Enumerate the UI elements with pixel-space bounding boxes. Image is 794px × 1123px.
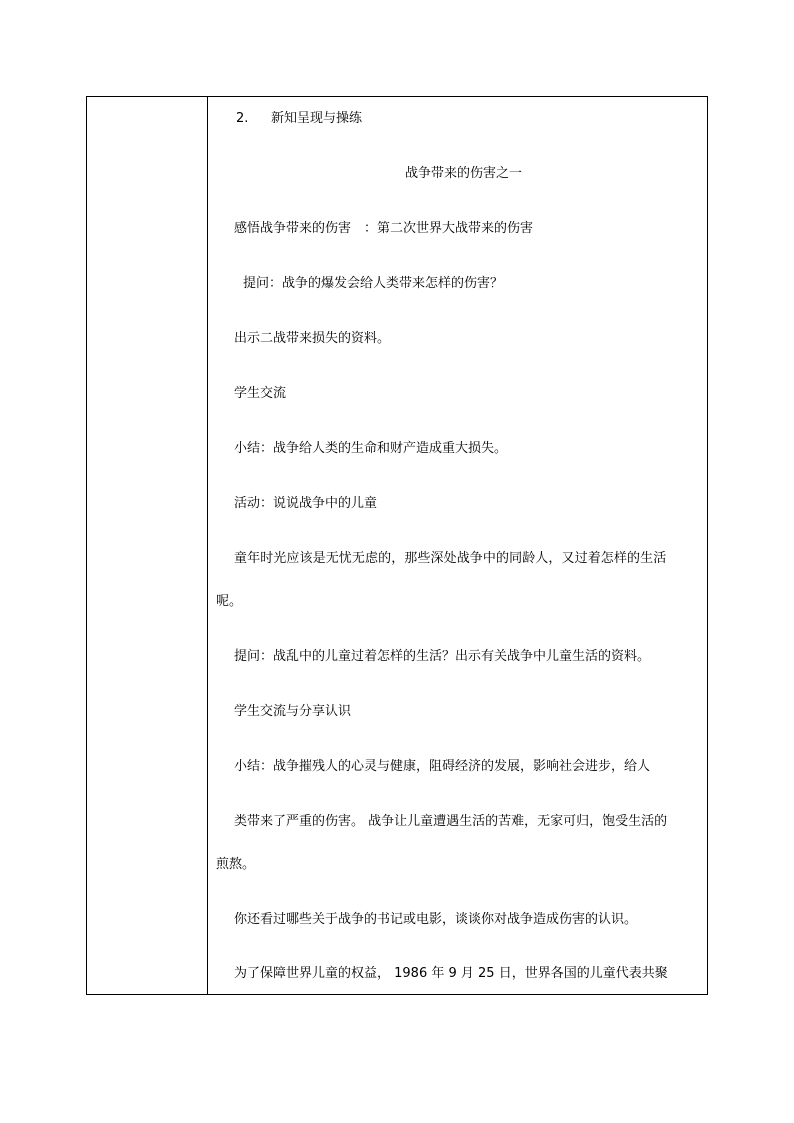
paragraph: 出示二战带来损失的资料。	[234, 331, 391, 346]
paragraph: 提问：战争的爆发会给人类带来怎样的伤害？	[243, 276, 504, 291]
paragraph: 童年时光应该是无忧无虑的，那些深处战争中的同龄人，又过着怎样的生活	[234, 551, 667, 566]
paragraph: 为了保障世界儿童的权益， 1986 年 9 月 25 日，世界各国的儿童代表共聚	[234, 966, 668, 981]
paragraph: 呢。	[216, 594, 243, 609]
paragraph: 学生交流	[234, 386, 287, 401]
subheading: 战争带来的伤害之一	[405, 166, 523, 181]
paragraph: 学生交流与分享认识	[234, 704, 352, 719]
table-column-divider	[207, 96, 208, 995]
paragraph: 类带来了严重的伤害。 战争让儿童遭遇生活的苦难，无家可归，饱受生活的	[234, 814, 668, 829]
paragraph: 感悟战争带来的伤害 ：第二次世界大战带来的伤害	[234, 221, 534, 236]
paragraph: 小结：战争给人类的生命和财产造成重大损失。	[234, 441, 508, 456]
paragraph: 煎熬。	[216, 857, 256, 872]
section-number: 2.	[236, 111, 249, 126]
paragraph: 提问：战乱中的儿童过着怎样的生活？出示有关战争中儿童生活的资料。	[234, 649, 651, 664]
paragraph: 你还看过哪些关于战争的书记或电影，谈谈你对战争造成伤害的认识。	[234, 912, 638, 927]
paragraph: 活动：说说战争中的儿童	[234, 496, 378, 511]
section-title: 新知呈现与操练	[271, 111, 363, 126]
paragraph: 小结：战争摧残人的心灵与健康，阻碍经济的发展，影响社会进步，给人	[234, 759, 651, 774]
